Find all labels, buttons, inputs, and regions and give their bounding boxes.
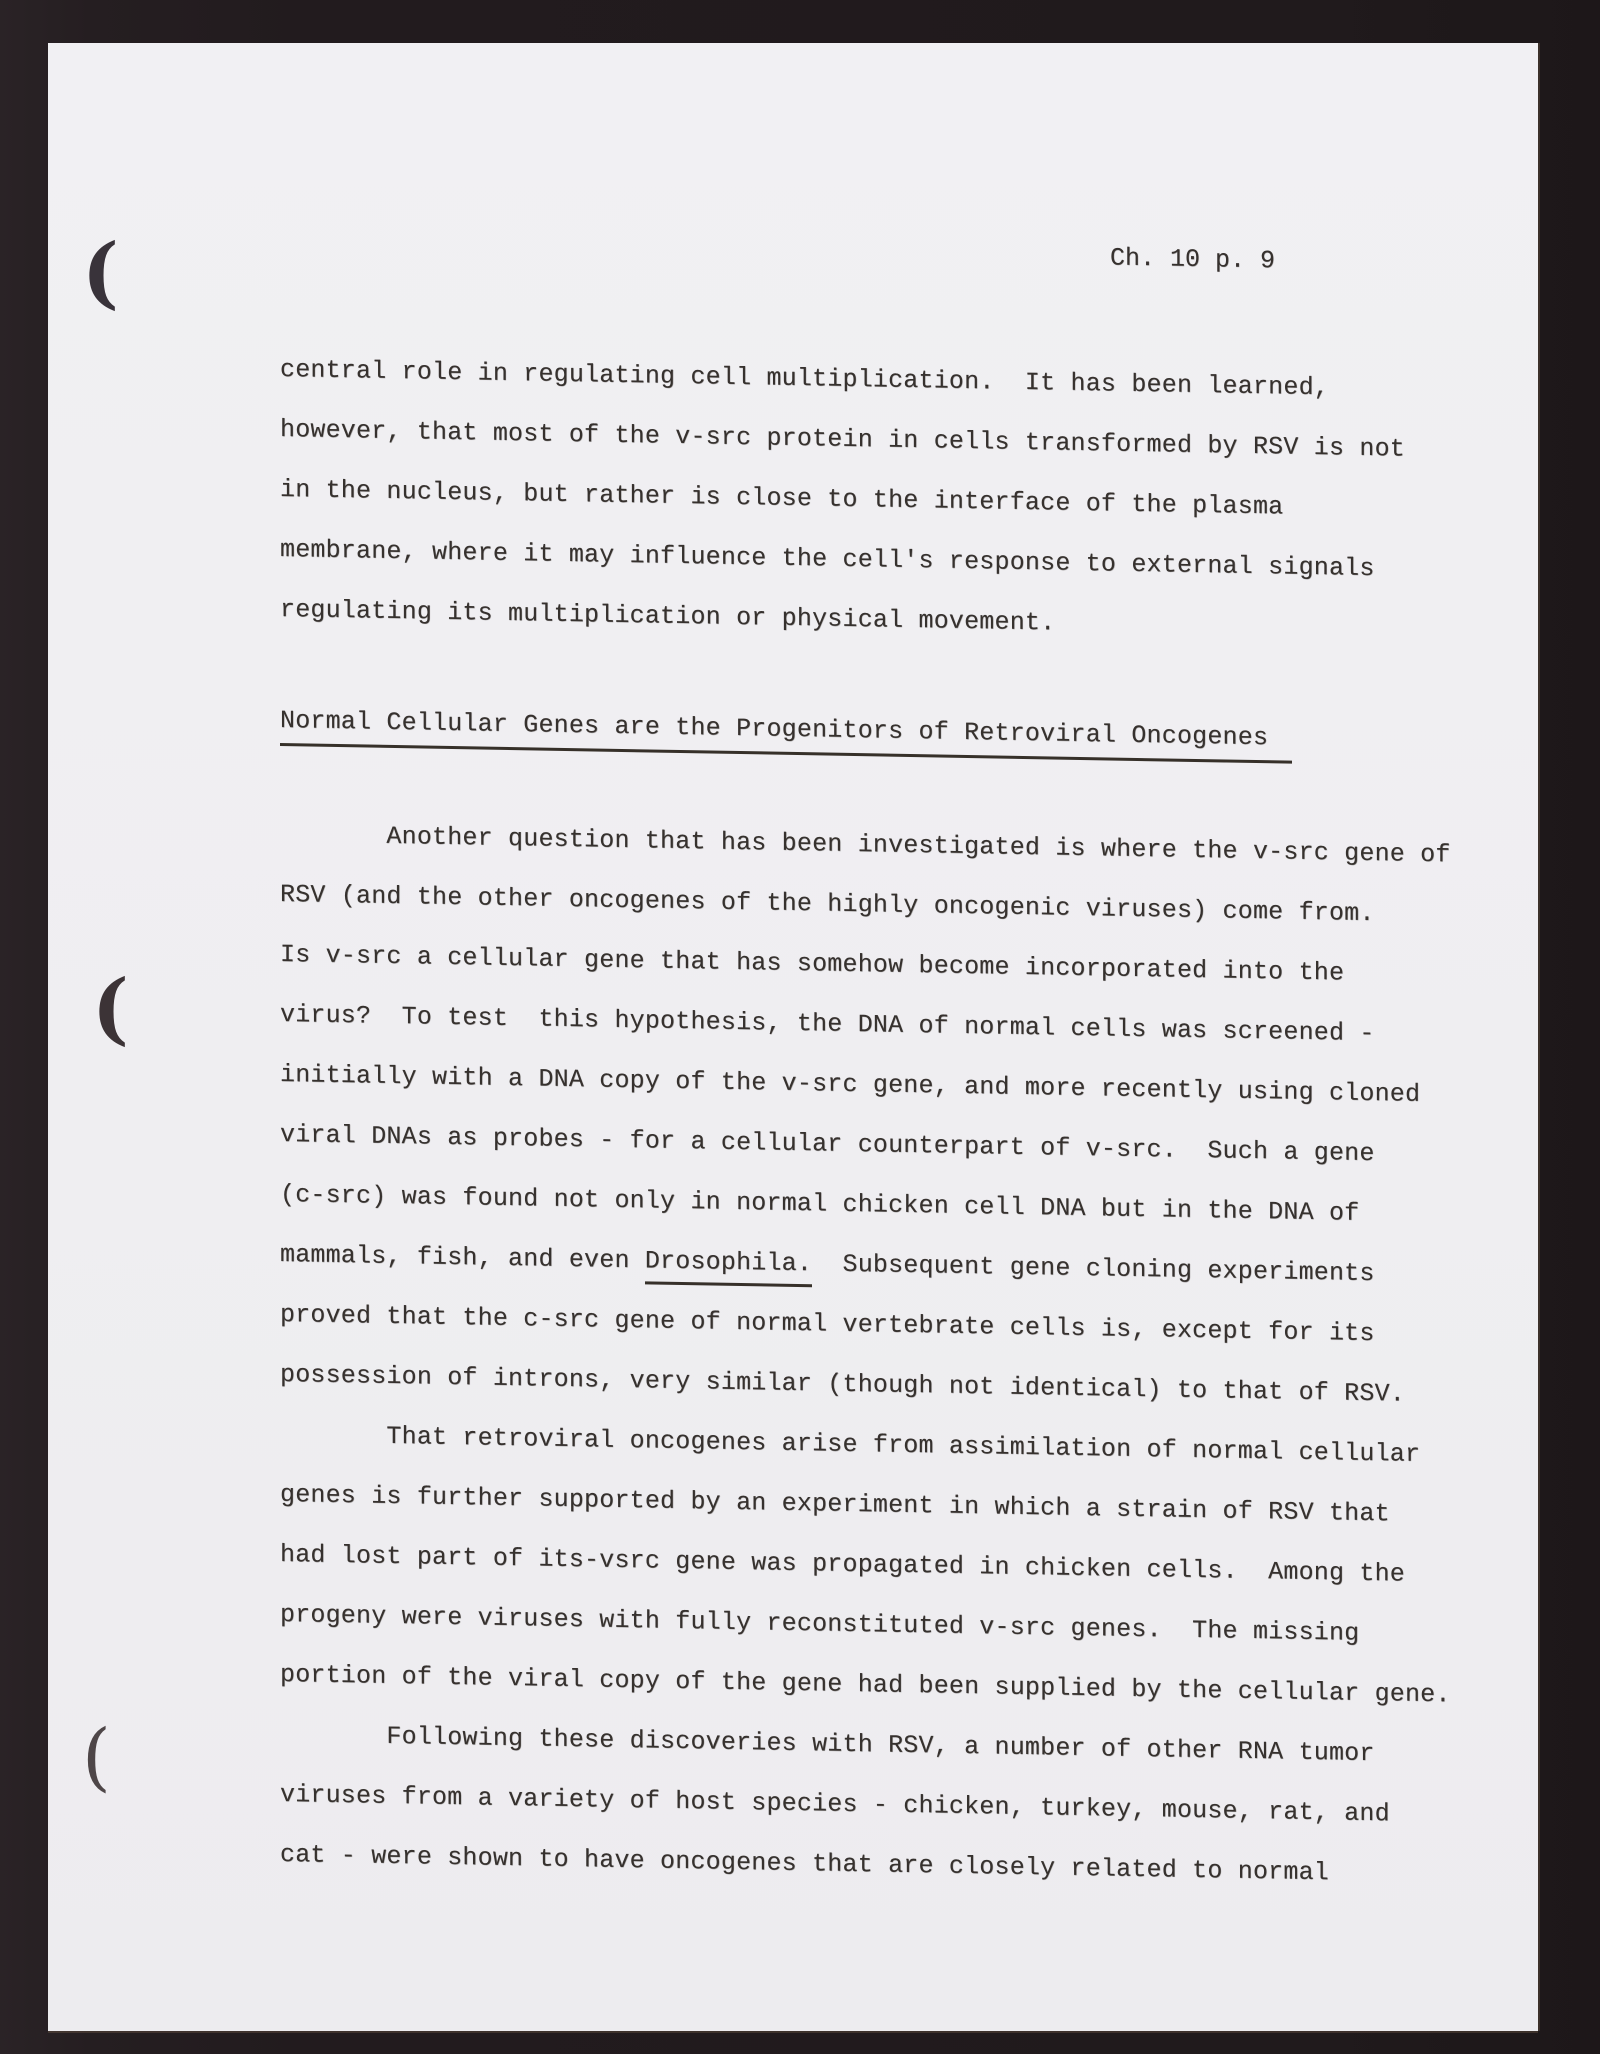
- pen-mark-crescent: (: [92, 963, 129, 1054]
- underlined-text: Normal Cellular Genes are the Progenitors of Retroviral Oncogenes: [280, 706, 1292, 764]
- typed-content: [280, 43, 1490, 2052]
- typed-text: (c-src) was found not only in normal chicken cell DNA but in the DNA of: [280, 1180, 1360, 1228]
- typed-text: viral DNAs as probes - for a cellular counterpart of v-src. Such a gene: [280, 1120, 1375, 1169]
- pen-mark-crescent: (: [82, 1714, 111, 1800]
- typed-line: [280, 1180, 1359, 1229]
- pen-mark-crescent: (: [82, 227, 119, 318]
- typed-text: viruses from a variety of host species - chicken, turkey, mouse, rat, and: [280, 1780, 1390, 1829]
- typed-line: [280, 880, 1375, 929]
- typed-line: [280, 1120, 1375, 1169]
- typed-text: initially with a DNA copy of the v-src gene, and more recently using cloned: [280, 1060, 1421, 1109]
- typed-line: [280, 1420, 1420, 1470]
- typed-line: [280, 1240, 1375, 1289]
- typed-text: had lost part of its-vsrc gene was propagated in chicken cells. Among the: [280, 1540, 1405, 1589]
- typed-line: [280, 940, 1344, 989]
- typed-line: [280, 595, 1055, 639]
- typed-text: proved that the c-src gene of normal vertebrate cells is, except for its: [280, 1300, 1375, 1349]
- typed-text: virus? To test this hypothesis, the DNA of normal cells was screened -: [280, 1000, 1375, 1049]
- typed-text: membrane, where it may influence the cell's response to external signals: [280, 535, 1375, 584]
- typed-line: [280, 1840, 1329, 1888]
- typed-text: portion of the viral copy of the gene had been supplied by the cellular gene.: [280, 1660, 1451, 1710]
- typed-text: however, that most of the v-src protein in cells transformed by RSV is not: [280, 415, 1405, 464]
- paper-page: [48, 43, 1538, 2031]
- typed-text: progeny were viruses with fully reconstituted v-src genes. The missing: [280, 1600, 1360, 1648]
- typed-text: genes is further supported by an experiment in which a strain of RSV that: [280, 1480, 1390, 1529]
- typed-text: Subsequent gene cloning experiments: [812, 1249, 1375, 1289]
- typed-text: That retroviral oncogenes arise from assimilation of normal cellular: [280, 1420, 1421, 1469]
- typed-text: mammals, fish, and even: [280, 1240, 645, 1276]
- typed-line: [280, 1360, 1405, 1410]
- typed-line: [280, 355, 1329, 403]
- typed-line: [280, 1540, 1405, 1590]
- typed-line: [280, 1480, 1390, 1529]
- typed-line: [280, 475, 1283, 523]
- typed-line: [280, 820, 1451, 870]
- typed-line: [280, 415, 1405, 465]
- typed-line: [280, 1720, 1375, 1769]
- typed-line: [280, 1600, 1359, 1649]
- typed-text: Following these discoveries with RSV, a number of other RNA tumor: [280, 1720, 1375, 1769]
- typed-line: [280, 1780, 1390, 1829]
- typed-line: [280, 1060, 1420, 1110]
- typed-line: [280, 1000, 1375, 1049]
- section-heading: [280, 706, 1292, 754]
- typed-line: [280, 535, 1375, 584]
- typed-text: regulating its multiplication or physical movement.: [280, 595, 1056, 638]
- typed-text: possession of introns, very similar (though not identical) to that of RSV.: [280, 1360, 1405, 1409]
- typed-text: Is v-src a cellular gene that has somehow become incorporated into the: [280, 940, 1345, 988]
- typed-text: cat - were shown to have oncogenes that are closely related to normal: [280, 1840, 1329, 1888]
- underlined-text: Drosophila.: [645, 1246, 812, 1287]
- page-header: Ch. 10 p. 9: [1110, 243, 1276, 276]
- typed-text: RSV (and the other oncogenes of the highly oncogenic viruses) come from.: [280, 880, 1375, 929]
- typed-text: Another question that has been investigated is where the v-src gene of: [280, 820, 1451, 870]
- typed-text: in the nucleus, but rather is close to the interface of the plasma: [280, 475, 1284, 522]
- typed-text: central role in regulating cell multiplication. It has been learned,: [280, 355, 1329, 403]
- typed-line: [280, 1660, 1451, 1710]
- typed-line: [280, 1300, 1375, 1349]
